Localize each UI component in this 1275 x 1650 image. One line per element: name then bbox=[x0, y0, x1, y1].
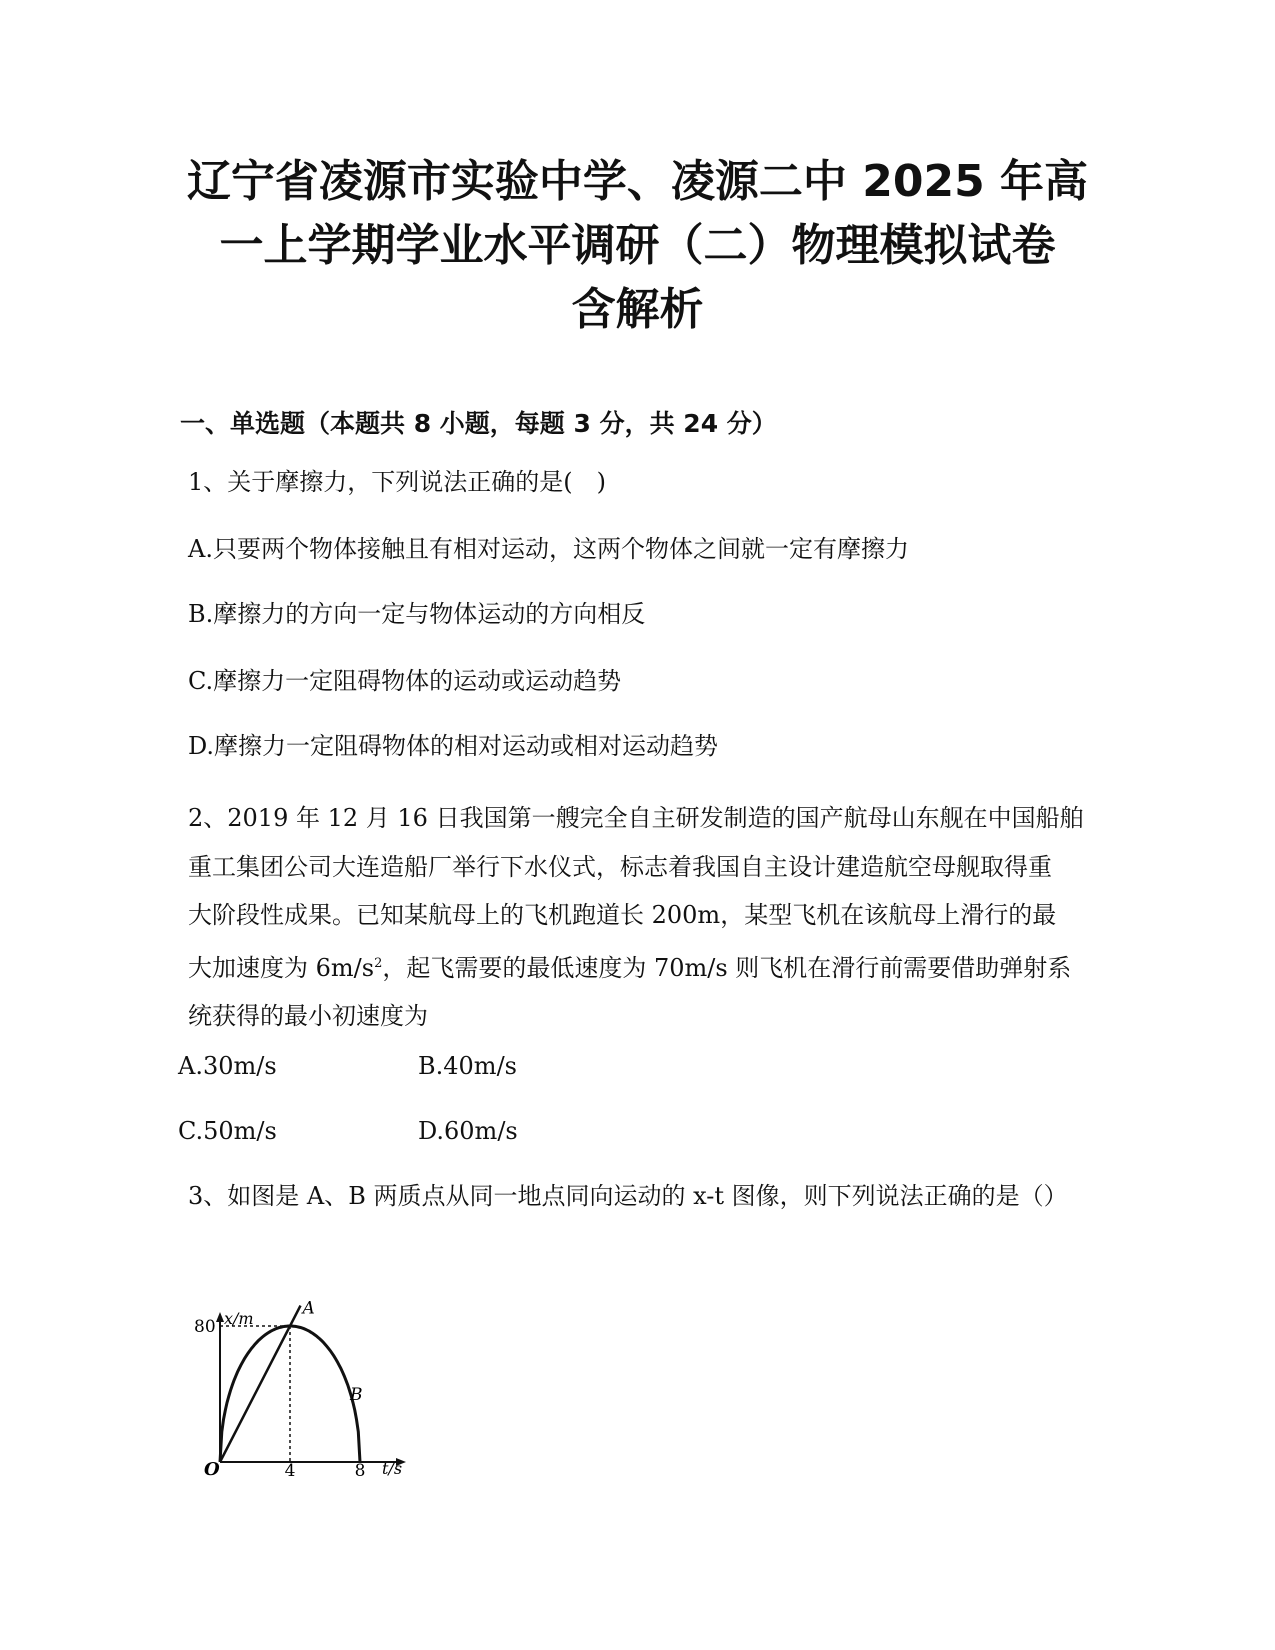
question-1-option-d: D.摩擦力一定阻碍物体的相对运动或相对运动趋势 bbox=[188, 732, 719, 760]
question-1-option-b: B.摩擦力的方向一定与物体运动的方向相反 bbox=[188, 600, 646, 628]
x-tick-label: 4 bbox=[284, 1461, 296, 1481]
question-2-stem bbox=[188, 794, 1088, 1041]
question-2-option-b: B.40m/s bbox=[418, 1052, 517, 1080]
y-tick-label: 80 bbox=[194, 1317, 216, 1337]
y-axis-label: x/m bbox=[224, 1309, 254, 1328]
xt-graph bbox=[194, 1298, 430, 1481]
title-line-1: 辽宁省凌源市实验中学、凌源二中 2025 年高 bbox=[186, 156, 1089, 207]
question-2-line-4 bbox=[188, 940, 1088, 993]
series-a-label: A bbox=[302, 1298, 315, 1319]
question-2-line-5: 统获得的最小初速度为 bbox=[188, 1002, 428, 1030]
question-2-line-4b: ，起飞需要的最低速度为 70m/s 则飞机在滑行前需要借助弹射系 bbox=[382, 953, 1072, 982]
question-2-line-4a: 大加速度为 6m/s bbox=[188, 953, 375, 982]
question-2-line-2: 重工集团公司大连造船厂举行下水仪式，标志着我国自主设计建造航空母舰取得重 bbox=[188, 852, 1052, 881]
section-heading-single-choice: 一、单选题（本题共 8 小题，每题 3 分，共 24 分） bbox=[180, 409, 777, 438]
question-2-option-d: D.60m/s bbox=[418, 1117, 518, 1145]
x-tick-label: 8 bbox=[354, 1461, 366, 1481]
question-3-stem: 3、如图是 A、B 两质点从同一地点同向运动的 x-t 图像，则下列说法正确的是（） bbox=[188, 1182, 1068, 1210]
question-2-line-3: 大阶段性成果。已知某航母上的飞机跑道长 200m，某型飞机在该航母上滑行的最 bbox=[188, 901, 1057, 929]
origin-label: O bbox=[204, 1459, 220, 1480]
x-axis-label: t/s bbox=[382, 1459, 403, 1478]
question-1-stem: 1、关于摩擦力，下列说法正确的是( ) bbox=[188, 468, 606, 496]
document-title bbox=[150, 150, 1125, 342]
exponent: 2 bbox=[374, 955, 383, 971]
question-2-option-c: C.50m/s bbox=[178, 1117, 277, 1145]
y-axis-arrow-icon bbox=[216, 1312, 224, 1322]
question-2-line-1: 2、2019 年 12 月 16 日我国第一艘完全自主研发制造的国产航母山东舰在中国船舶 bbox=[188, 804, 1084, 832]
question-2-option-a: A.30m/s bbox=[178, 1052, 277, 1080]
title-line-2: 一上学期学业水平调研（二）物理模拟试卷 bbox=[219, 220, 1056, 271]
series-b-label: B bbox=[350, 1385, 363, 1405]
question-1-option-c: C.摩擦力一定阻碍物体的运动或运动趋势 bbox=[188, 667, 622, 695]
question-1-option-a: A.只要两个物体接触且有相对运动，这两个物体之间就一定有摩擦力 bbox=[188, 535, 909, 563]
title-line-3: 含解析 bbox=[571, 284, 704, 335]
